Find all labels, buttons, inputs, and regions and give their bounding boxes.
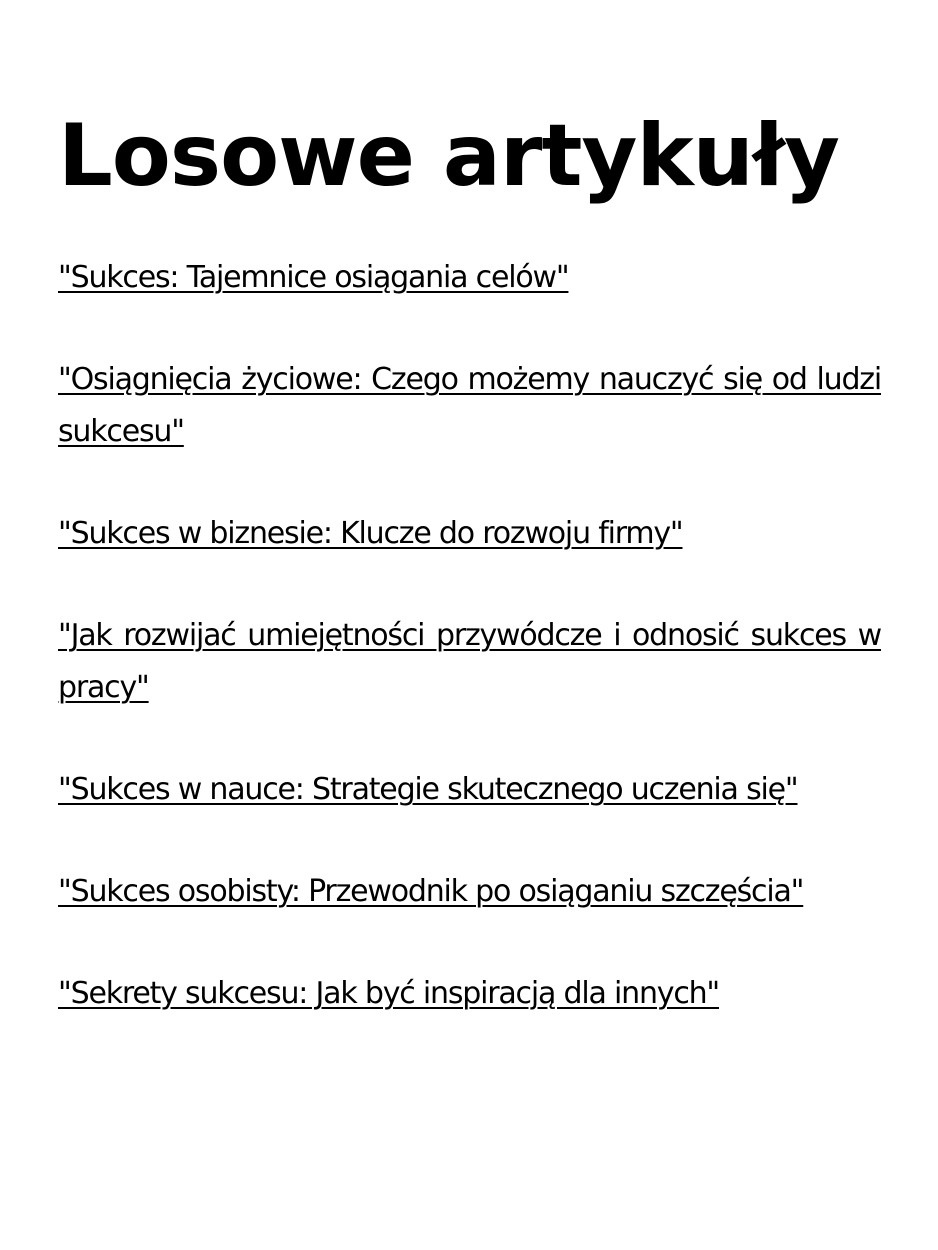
list-item	[58, 354, 881, 458]
page-content	[58, 0, 881, 1070]
list-item	[58, 866, 881, 918]
article-link-3[interactable]: "Sukces w biznesie: Klucze do rozwoju firmy"	[58, 516, 683, 551]
list-item	[58, 252, 881, 304]
article-link-4[interactable]: "Jak rozwijać umiejętności przywódcze i odnosić sukces w pracy"	[58, 618, 881, 705]
list-item	[58, 508, 881, 560]
article-link-2[interactable]: "Osiągnięcia życiowe: Czego możemy nauczyć się od ludzi sukcesu"	[58, 362, 881, 449]
list-item	[58, 610, 881, 714]
article-list	[58, 252, 881, 1020]
list-item	[58, 968, 881, 1020]
article-link-7[interactable]: "Sekrety sukcesu: Jak być inspiracją dla innych"	[58, 976, 720, 1011]
page-title: Losowe artykuły	[58, 106, 839, 206]
article-link-5[interactable]: "Sukces w nauce: Strategie skutecznego uczenia się"	[58, 772, 798, 807]
list-item	[58, 764, 881, 816]
article-link-1[interactable]: "Sukces: Tajemnice osiągania celów"	[58, 260, 569, 295]
article-link-6[interactable]: "Sukces osobisty: Przewodnik po osiąganiu szczęścia"	[58, 874, 804, 909]
